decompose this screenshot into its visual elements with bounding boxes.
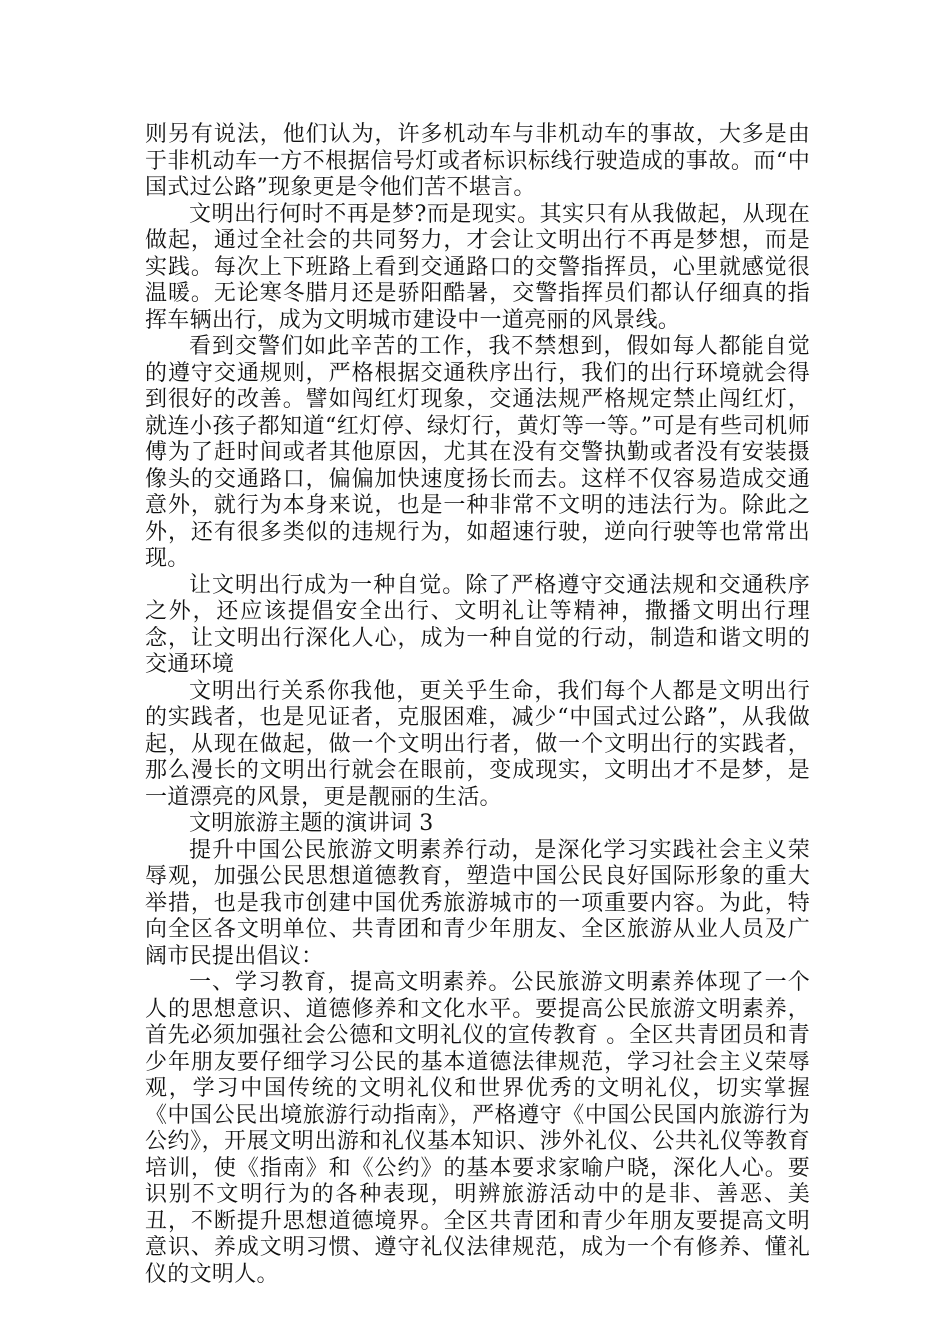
paragraph-4: 让文明出行成为一种自觉。除了严格遵守交通法规和交通秩序之外，还应该提倡安全出行、文明礼让等精神，撒播文明出行理念，让文明出行深化人心，成为一种自觉的行动，制造和谐文明的交通环境 — [145, 572, 810, 677]
paragraph-5: 文明出行关系你我他，更关乎生命，我们每个人都是文明出行的实践者，也是见证者，克服困难，减少“中国式过公路”，从我做起，从现在做起，做一个文明出行者，做一个文明出行的实践者，那么漫长的文明出行就会在眼前，变成现实，文明出才不是梦，是一道漂亮的风景，更是靓丽的生活。 — [145, 678, 810, 810]
paragraph-3: 看到交警们如此辛苦的工作，我不禁想到，假如每人都能自觉的遵守交通规则，严格根据交通秩序出行，我们的出行环境就会得到很好的改善。譬如闯红灯现象，交通法规严格规定禁止闯红灯，就连小孩子都知道“红灯停、绿灯行，黄灯等一等。”可是有些司机师傅为了赶时间或者其他原因，尤其在没有交警执勤或者没有安装摄像头的交通路口，偏偏加快速度扬长而去。这样不仅容易造成交通意外，就行为本身来说，也是一种非常不文明的违法行为。除此之外，还有很多类似的违规行为，如超速行驶，逆向行驶等也常常出现。 — [145, 334, 810, 571]
section-heading: 文明旅游主题的演讲词 3 — [189, 811, 434, 836]
paragraph-1: 则另有说法，他们认为，许多机动车与非机动车的事故，大多是由于非机动车一方不根据信号灯或者标识标线行驶造成的事故。而“中国式过公路”现象更是令他们苦不堪言。 — [145, 122, 810, 200]
paragraph-7: 提升中国公民旅游文明素养行动，是深化学习实践社会主义荣辱观，加强公民思想道德教育，塑造中国公民良好国际形象的重大举措，也是我市创建中国优秀旅游城市的一项重要内容。为此，特向全区各文明单位、共青团和青少年朋友、全区旅游从业人员及广阔市民提出倡议： — [145, 837, 810, 969]
document-body — [145, 122, 810, 1288]
paragraph-8: 一、学习教育，提高文明素养。公民旅游文明素养体现了一个人的思想意识、道德修养和文化水平。要提高公民旅游文明素养，首先必须加强社会公德和文明礼仪的宣传教育 。全区共青团员和青少年朋友要仔细学习公民的基本道德法律规范，学习社会主义荣辱观，学习中国传统的文明礼仪和世界优秀的文明礼仪，切实掌握《中国公民出境旅游行动指南》，严格遵守《中国公民国内旅游行为公约》，开展文明出游和礼仪基本知识、涉外礼仪、公共礼仪等教育培训，使《指南》和《公约》的基本要求家喻户晓，深化人心。要识别不文明行为的各种表现，明辨旅游活动中的是非、善恶、美丑，不断提升思想道德境界。全区共青团和青少年朋友要提高文明意识、养成文明习惯、遵守礼仪法律规范，成为一个有修养、懂礼仪的文明人。 — [145, 970, 810, 1287]
paragraph-2: 文明出行何时不再是梦?而是现实。其实只有从我做起，从现在做起，通过全社会的共同努力，才会让文明出行不再是梦想，而是实践。每次上下班路上看到交通路口的交警指挥员，心里就感觉很温暖。无论寒冬腊月还是骄阳酷暑，交警指挥员们都认仔细真的指挥车辆出行，成为文明城市建设中一道亮丽的风景线。 — [145, 201, 810, 333]
